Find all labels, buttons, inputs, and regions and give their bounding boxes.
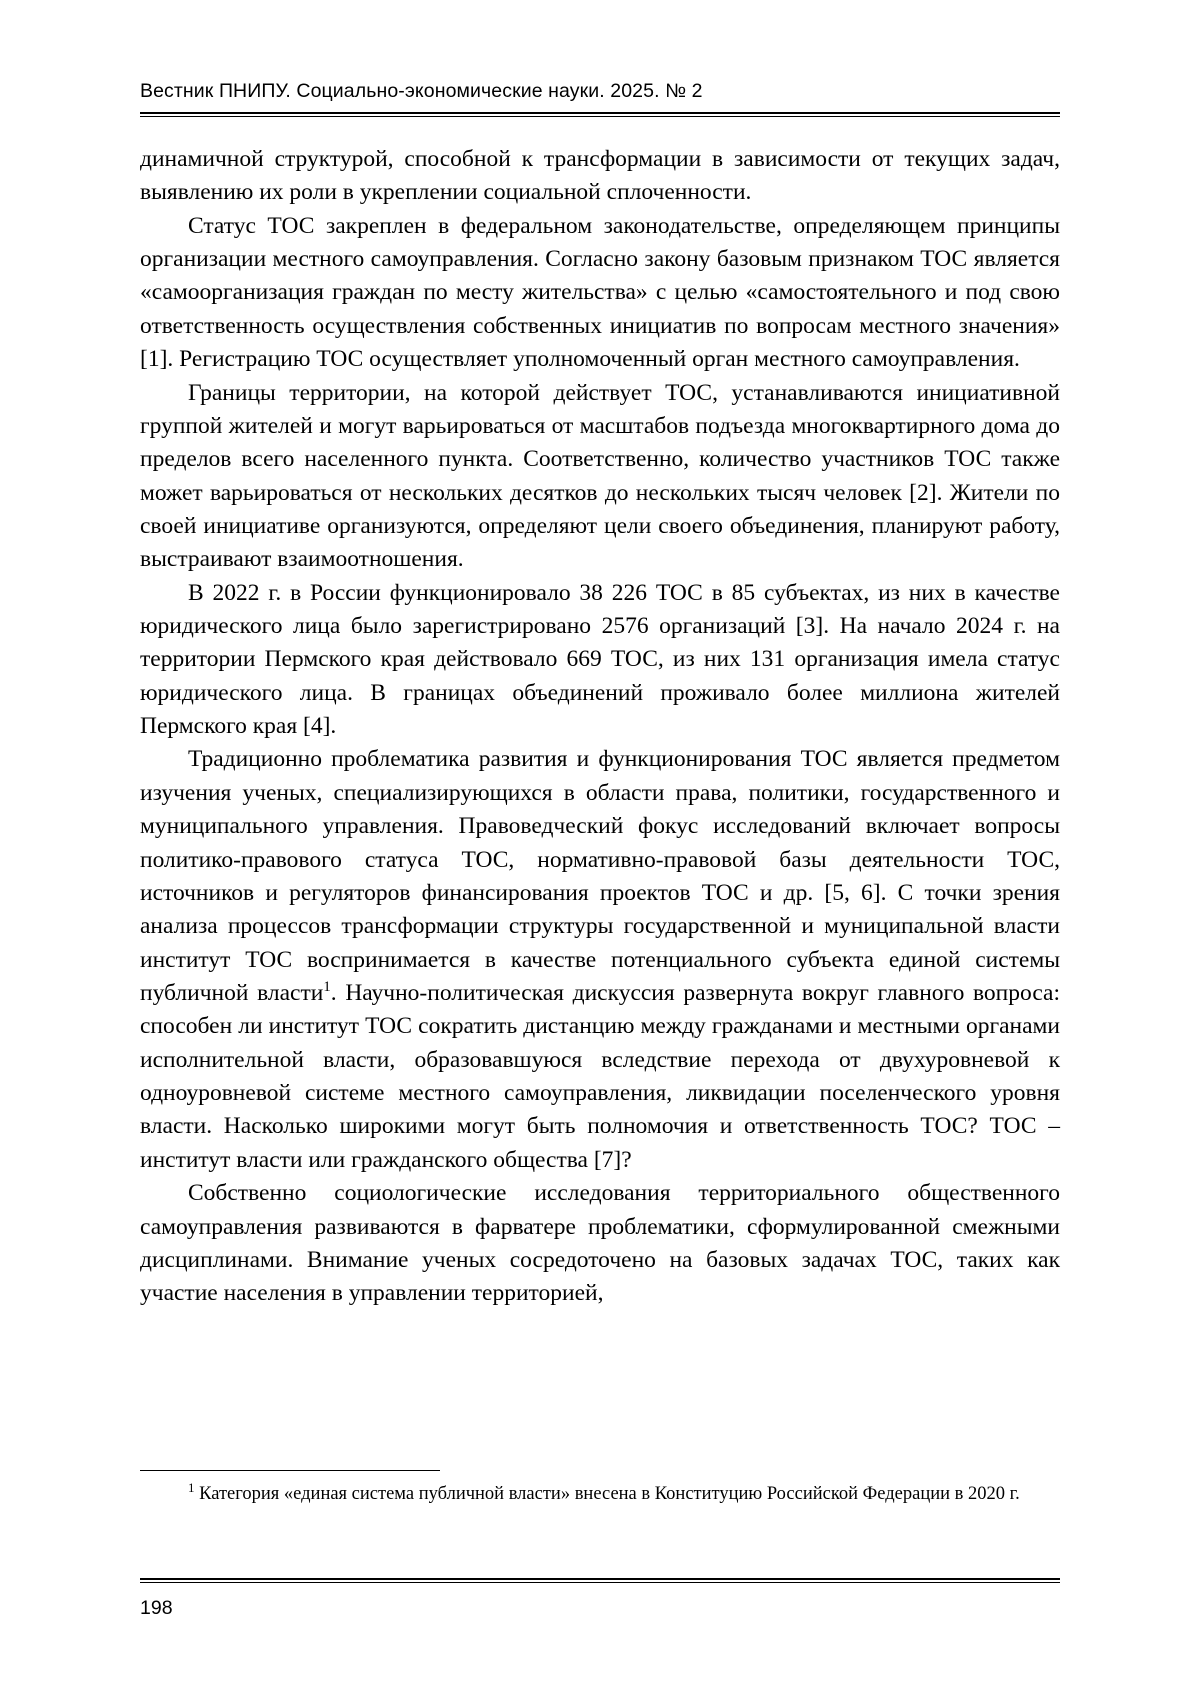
paragraph-2: Статус ТОС закреплен в федеральном законодательстве, определяющем принципы организации местного самоуправления. Согласно закону базовым признаком ТОС является «самоорганизация граждан по месту жительства» с целью «самостоятельного и под свою ответственность осуществления собственных инициатив по вопросам местного значения» [1]. Регистрацию ТОС осуществляет уполномоченный орган местного самоуправления. xyxy=(140,212,1060,373)
paragraph-3: Границы территории, на которой действует ТОС, устанавливаются инициативной группой жителей и могут варьироваться от масштабов подъезда многоквартирного дома до пределов всего населенного пункта. Соответственно, количество участников ТОС также может варьироваться от нескольких десятков до нескольких тысяч человек [2]. Жители по своей инициативе организуются, определяют цели своего объединения, планируют работу, выстраивают взаимоотношения. xyxy=(140,379,1060,573)
paragraph-5-part-1: Традиционно проблематика развития и функционирования ТОС является предметом изучения ученых, специализирующихся в области права, политики, государственного и муниципального управления. Правоведческий фокус исследований включает вопросы политико-правового статуса ТОС, нормативно-правовой базы деятельности ТОС, источников и регуляторов финансирования проектов ТОС и др. [5, 6]. С точки зрения анализа процессов трансформации структуры государственной и муниципальной власти институт ТОС воспринимается в качестве потенциального субъекта единой системы публичной власти xyxy=(140,746,1060,1006)
paragraph-1: динамичной структурой, способной к трансформации в зависимости от текущих задач, выявлению их роли в укреплении социальной сплоченности. xyxy=(140,146,1060,206)
footnote-text-line xyxy=(140,1479,1060,1508)
body-text xyxy=(140,143,1060,1311)
header-rule-thick xyxy=(140,112,1060,114)
running-head: Вестник ПНИПУ. Социально-экономические науки. 2025. № 2 xyxy=(140,80,703,102)
footnote-body: Категория «единая система публичной власти» внесена в Конституцию Российской Федерации в 2020 г. xyxy=(199,1484,1020,1504)
footnote-marker: 1 xyxy=(188,1479,195,1495)
footnote xyxy=(140,1479,1060,1508)
page-number: 198 xyxy=(140,1597,173,1619)
paragraph-4: В 2022 г. в России функционировало 38 226 ТОС в 85 субъектах, из них в качестве юридического лица было зарегистрировано 2576 организаций [3]. На начало 2024 г. на территории Пермского края действовало 669 ТОС, из них 131 организация имела статус юридического лица. В границах объединений проживало более миллиона жителей Пермского края [4]. xyxy=(140,579,1060,740)
page-content xyxy=(140,80,1060,1311)
footnote-area xyxy=(140,1470,1060,1508)
footnote-separator-rule xyxy=(140,1470,440,1471)
footer-rule-thick xyxy=(140,1578,1060,1580)
header-rule-thin xyxy=(140,116,1060,117)
paragraph-5 xyxy=(140,743,1060,1177)
footer-area xyxy=(140,1578,1060,1620)
paragraph-5-part-2: . Научно-политическая дискуссия развернута вокруг главного вопроса: способен ли институт ТОС сократить дистанцию между гражданами и местными органами исполнительной власти, образовавшуюся вследствие перехода от двухуровневой к одноуровневой системе местного самоуправления, ликвидации поселенческого уровня власти. Насколько широкими могут быть полномочия и ответственность ТОС? ТОС – институт власти или гражданского общества [7]? xyxy=(140,979,1060,1173)
paragraph-6: Собственно социологические исследования территориального общественного самоуправления развиваются в фарватере проблематики, сформулированной смежными дисциплинами. Внимание ученых сосредоточено на базовых задачах ТОС, таких как участие населения в управлении территорией, xyxy=(140,1180,1060,1307)
footnote-reference-marker: 1 xyxy=(323,979,331,996)
